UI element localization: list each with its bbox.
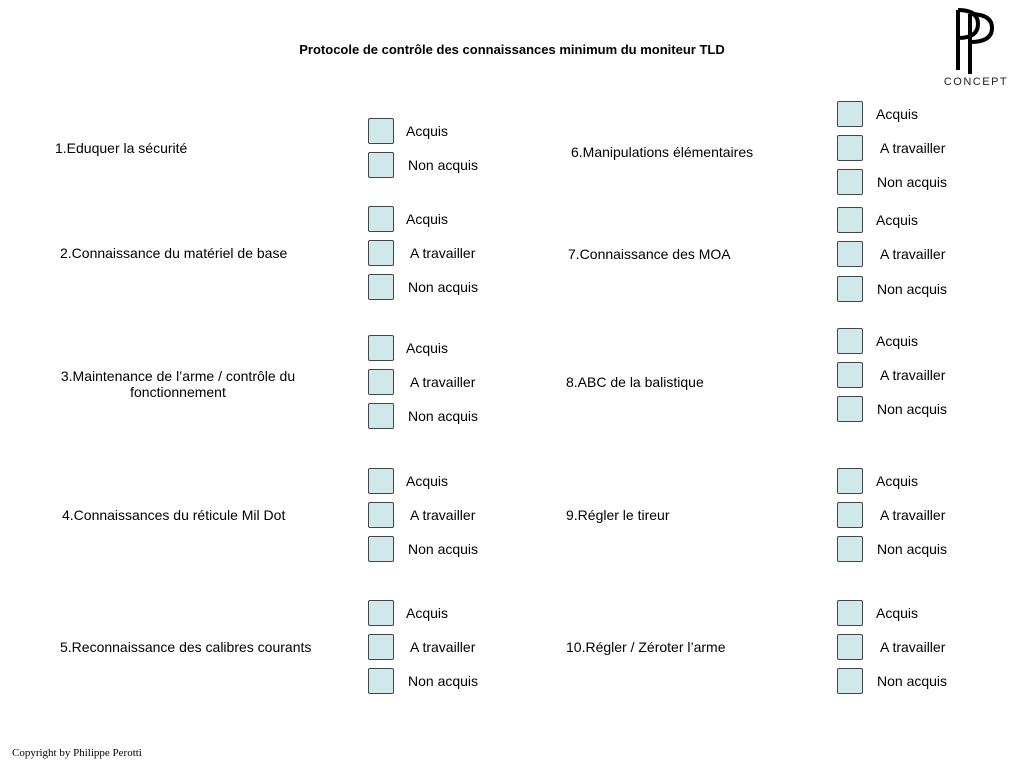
- option-label: Non acquis: [877, 673, 948, 689]
- checkbox-4-acquis[interactable]: [368, 468, 394, 494]
- option-label: Acquis: [406, 473, 449, 489]
- checkbox-7-a-travailler[interactable]: [837, 241, 863, 267]
- option-label: Acquis: [876, 212, 919, 228]
- checkbox-3-non-acquis[interactable]: [368, 403, 394, 429]
- option-label: Non acquis: [408, 279, 479, 295]
- option-label: A travailler: [880, 507, 946, 523]
- checkbox-9-acquis[interactable]: [837, 468, 863, 494]
- option-label: Non acquis: [408, 673, 479, 689]
- option-label: A travailler: [880, 367, 946, 383]
- checkbox-7-acquis[interactable]: [837, 207, 863, 233]
- copyright: Copyright by Philippe Perotti: [12, 747, 142, 759]
- item-label-3: 3.Maintenance de l’arme / contrôle du fonctionnement: [60, 368, 296, 400]
- option-label: Non acquis: [408, 157, 479, 173]
- option-label: Non acquis: [877, 401, 948, 417]
- item-label-6: 6.Manipulations élémentaires: [571, 144, 754, 160]
- checkbox-4-a-travailler[interactable]: [368, 502, 394, 528]
- item-label-9: 9.Régler le tireur: [566, 507, 670, 523]
- option-label: Acquis: [876, 473, 919, 489]
- option-label: Acquis: [876, 106, 919, 122]
- option-label: A travailler: [880, 140, 946, 156]
- option-label: Non acquis: [408, 541, 479, 557]
- option-label: Non acquis: [408, 408, 479, 424]
- option-label: Non acquis: [877, 174, 948, 190]
- checkbox-2-a-travailler[interactable]: [368, 240, 394, 266]
- option-label: A travailler: [410, 374, 476, 390]
- checkbox-10-non-acquis[interactable]: [837, 668, 863, 694]
- checkbox-3-a-travailler[interactable]: [368, 369, 394, 395]
- checkbox-3-acquis[interactable]: [368, 335, 394, 361]
- checkbox-5-non-acquis[interactable]: [368, 668, 394, 694]
- checkbox-2-non-acquis[interactable]: [368, 274, 394, 300]
- logo: [936, 8, 1012, 92]
- item-label-2: 2.Connaissance du matériel de base: [60, 245, 288, 261]
- option-label: A travailler: [410, 245, 476, 261]
- item-label-7: 7.Connaissance des MOA: [568, 246, 731, 262]
- checkbox-9-non-acquis[interactable]: [837, 536, 863, 562]
- checkbox-8-a-travailler[interactable]: [837, 362, 863, 388]
- item-label-10: 10.Régler / Zéroter l’arme: [566, 639, 726, 655]
- checkbox-9-a-travailler[interactable]: [837, 502, 863, 528]
- option-label: Acquis: [406, 340, 449, 356]
- checkbox-10-a-travailler[interactable]: [837, 634, 863, 660]
- checkbox-5-acquis[interactable]: [368, 600, 394, 626]
- checkbox-8-non-acquis[interactable]: [837, 396, 863, 422]
- checkbox-7-non-acquis[interactable]: [837, 276, 863, 302]
- logo-text: CONCEPT: [943, 76, 1009, 88]
- checkbox-1-acquis[interactable]: [368, 118, 394, 144]
- checkbox-5-a-travailler[interactable]: [368, 634, 394, 660]
- checkbox-8-acquis[interactable]: [837, 328, 863, 354]
- item-label-1: 1.Eduquer la sécurité: [55, 140, 188, 156]
- option-label: Non acquis: [877, 281, 948, 297]
- option-label: A travailler: [880, 246, 946, 262]
- option-label: A travailler: [410, 507, 476, 523]
- option-label: Acquis: [406, 211, 449, 227]
- option-label: Acquis: [406, 123, 449, 139]
- option-label: Non acquis: [877, 541, 948, 557]
- option-label: Acquis: [876, 605, 919, 621]
- checkbox-6-acquis[interactable]: [837, 101, 863, 127]
- checkbox-4-non-acquis[interactable]: [368, 536, 394, 562]
- item-label-8: 8.ABC de la balistique: [566, 374, 704, 390]
- checkbox-6-non-acquis[interactable]: [837, 169, 863, 195]
- pp-logo-icon: [948, 8, 998, 74]
- item-label-4: 4.Connaissances du réticule Mil Dot: [62, 507, 286, 523]
- option-label: A travailler: [880, 639, 946, 655]
- checkbox-2-acquis[interactable]: [368, 206, 394, 232]
- option-label: A travailler: [410, 639, 476, 655]
- checkbox-6-a-travailler[interactable]: [837, 135, 863, 161]
- checkbox-1-non-acquis[interactable]: [368, 152, 394, 178]
- item-label-5: 5.Reconnaissance des calibres courants: [60, 639, 312, 655]
- option-label: Acquis: [876, 333, 919, 349]
- page-title: Protocole de contrôle des connaissances minimum du moniteur TLD: [299, 42, 725, 57]
- option-label: Acquis: [406, 605, 449, 621]
- checkbox-10-acquis[interactable]: [837, 600, 863, 626]
